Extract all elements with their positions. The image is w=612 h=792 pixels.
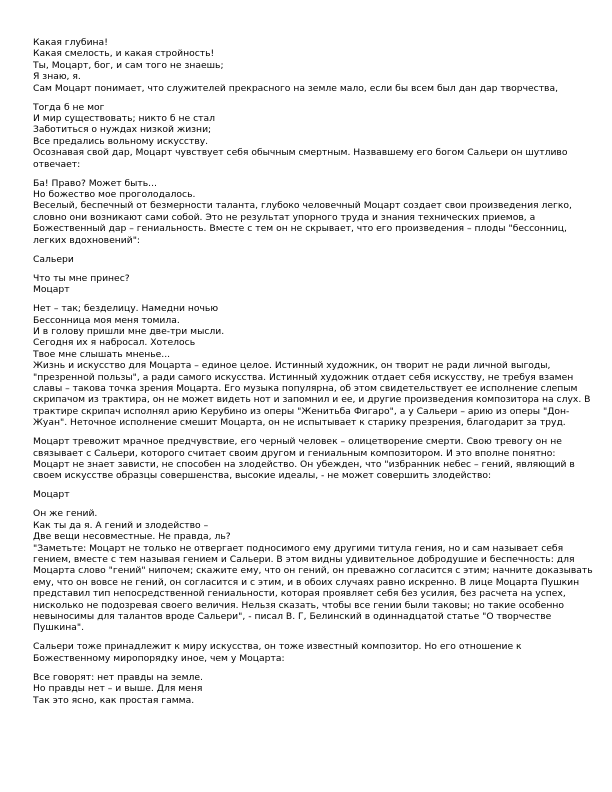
text-line: невыносимы для талантов вроде Сальери", - писал В. Г, Белинский в одиннадцатой статье "О творчестве [33, 611, 552, 623]
text-line: Божественному миропорядку иное, чем у Моцарта: [33, 652, 285, 664]
text-line: Тогда б не мог [33, 101, 105, 113]
text-line: Две вещи несовместные. Не правда, ль? [33, 531, 231, 543]
verse-block-6 [33, 508, 593, 634]
text-line: Какая глубина! [33, 37, 108, 48]
text-line: Бессонница моя меня томила. [33, 314, 180, 326]
text-line: Но правды нет – и выше. Для меня [33, 683, 203, 695]
text-line: Все предались вольному искусству. [33, 135, 209, 147]
text-line: своем искусстве образцы совершенства, высокие идеалы, - не может совершить злодейство: [33, 470, 492, 482]
document-page [33, 37, 593, 706]
text-line: словно они возникают сами собой. Это не результат упорного труда и знания технических приемов, а [33, 211, 536, 223]
speaker-salieri [33, 254, 581, 265]
verse-block-7 [33, 672, 581, 706]
text-line: Моцарт не знает зависти, не способен на злодейство. Он убежден, что "избранник небес – гений, являющий в [33, 458, 575, 470]
text-line: Он же гений. [33, 508, 98, 520]
paragraph-block-1 [33, 436, 581, 482]
text-line: Ты, Моцарт, бог, и сам того не знаешь; [33, 59, 224, 71]
text-line: трактире скрипач исполнял арию Керубино из оперы "Женитьба Фигаро", а у Сальери – арию из оперы "Дон- [33, 405, 570, 417]
text-line: Нет – так; безделицу. Намедни ночью [33, 303, 219, 315]
speaker-label: Сальери [33, 253, 74, 265]
speaker-mozart [33, 489, 581, 500]
text-line: Твое мне слышать мненье... [33, 348, 171, 360]
text-line: скрипачом из трактира, он не может видеть нот и запомнил и ее, и другие произведения композитора на слух. В [33, 394, 591, 406]
text-line: И в голову пришли мне две-три мысли. [33, 325, 225, 337]
text-line: "Заметьте: Моцарт не только не отвергает подносимого ему другими титула гения, но и сам называет себя [33, 542, 564, 554]
text-line: Сальери тоже принадлежит к миру искусства, он тоже известный композитор. Но его отношение к [33, 641, 522, 653]
verse-block-2 [33, 102, 581, 170]
text-line: Осознавая свой дар, Моцарт чувствует себя обычным смертным. Назвавшему его богом Сальери он шутливо [33, 147, 568, 159]
text-line: Ба! Право? Может быть... [33, 177, 157, 189]
text-line: Как ты да я. А гений и злодейство – [33, 519, 209, 531]
text-line: Так это ясно, как простая гамма. [33, 694, 195, 706]
text-line: легких вдохновений": [33, 234, 141, 246]
text-line: Пушкина". [33, 622, 85, 634]
speaker-label: Моцарт [33, 284, 70, 296]
verse-block-5 [33, 303, 591, 429]
text-line: Сам Моцарт понимает, что служителей прекрасного на земле мало, если бы всем был дан дар творчества, [33, 82, 559, 94]
text-line: ему, что он вовсе не гений, он согласится и с этим, и в обоих случаях равно искренно. В лице Моцарта Пушкин [33, 576, 580, 588]
text-line: Жизнь и искусство для Моцарта – единое целое. Истинный художник, он творит не ради личной выгоды, [33, 360, 551, 372]
verse-block-1 [33, 37, 581, 94]
text-line: представил тип непосредственной гениальности, которая проявляет себя без усилия, без расчета на успех, [33, 588, 566, 600]
speaker-label: Моцарт [33, 489, 70, 501]
text-line: Какая смелость, и какая стройность! [33, 48, 215, 60]
text-line: гением, вместе с тем называя гением и Сальери. В этом видны удивительное добродушие и беспечность: для [33, 554, 575, 565]
text-line: Я знаю, я. [33, 71, 81, 83]
text-line: славы – такова точка зрения Моцарта. Его музыка популярна, об этом свидетельствует ее исполнение слепым [33, 382, 578, 394]
text-line: Моцарт тревожит мрачное предчувствие, его черный человек – олицетворение смерти. Свою тревогу он не [33, 436, 562, 448]
text-line: отвечает: [33, 158, 81, 170]
text-line: Все говорят: нет правды на земле. [33, 671, 203, 683]
text-line: связывает с Сальери, которого считает своим другом и гениальным композитором. И это вполне понятно: [33, 447, 556, 459]
paragraph-block-2 [33, 641, 581, 664]
verse-block-3 [33, 178, 581, 246]
text-line: Моцарта слово "гений" нипочем; скажите ему, что он гений, он преважно согласится с этим; начните доказывать [33, 565, 593, 577]
text-line: Сегодня их я набросал. Хотелось [33, 337, 196, 349]
text-line: Жуан". Неточное исполнение смешит Моцарта, он не испытывает к старику презрения, благодарит за труд. [33, 417, 566, 429]
text-line: "презренной пользы", а ради самого искусства. Истинный художник отдает себя искусству, не требуя взамен [33, 371, 574, 383]
text-line: нисколько не подозревая своего величия. Нельзя сказать, чтобы все гении были таковы; но такие особенно [33, 599, 564, 611]
text-line: Заботиться о нуждах низкой жизни; [33, 124, 212, 136]
text-line: И мир существовать; никто б не стал [33, 113, 216, 125]
text-line: Божественный дар – гениальность. Вместе с тем он не скрывает, что его произведения – плоды "бессонниц, [33, 223, 567, 235]
verse-block-4 [33, 273, 581, 296]
text-line: Но божество мое проголодалось. [33, 189, 196, 201]
text-line: Веселый, беспечный от безмерности таланта, глубоко человечный Моцарт создает свои произведения легко, [33, 200, 572, 212]
text-line: Что ты мне принес? [33, 272, 130, 284]
